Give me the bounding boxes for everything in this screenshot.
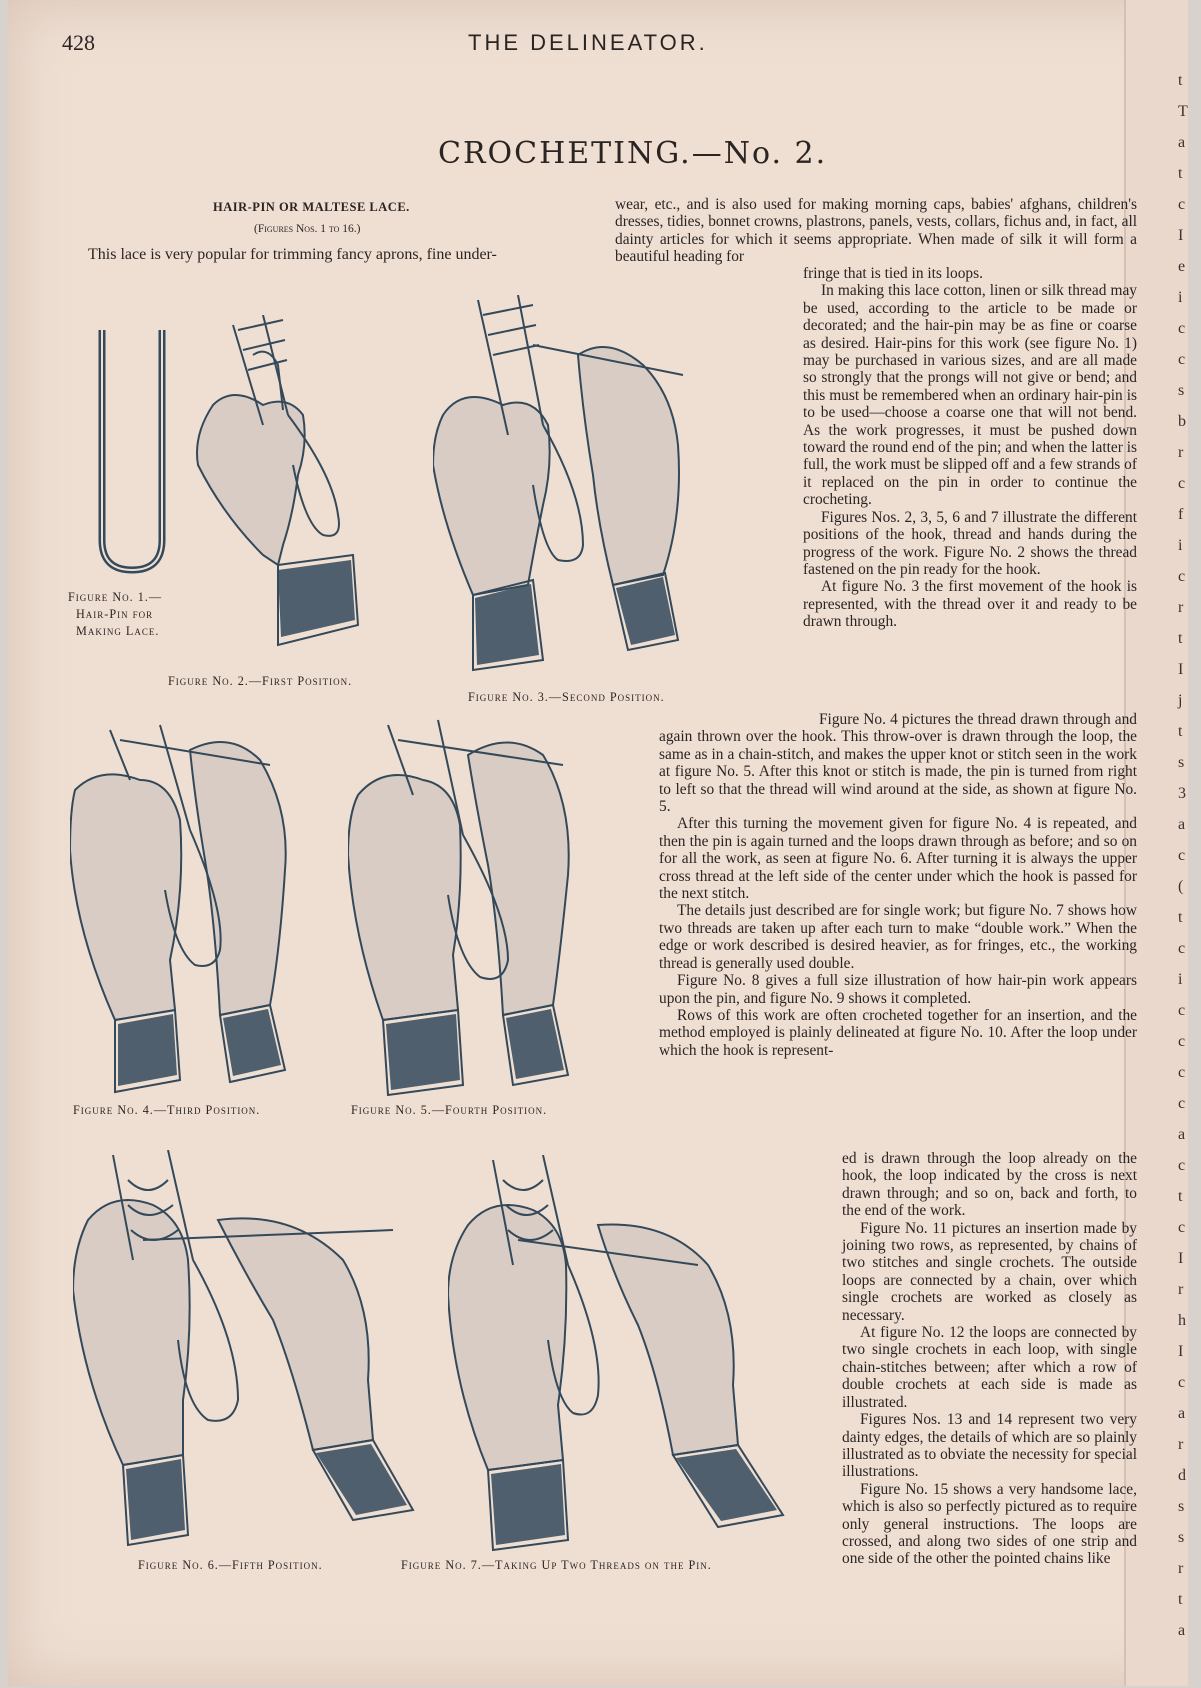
- figure-2-illustration: [193, 315, 393, 660]
- paragraph: Figure No. 8 gives a full size illustration of how hair-pin work appears upon the pin, and figure No. 9 shows it completed.: [659, 972, 1137, 1007]
- edge-letter: (: [1178, 878, 1184, 895]
- edge-letter: j: [1178, 692, 1183, 709]
- edge-letter: i: [1178, 289, 1183, 306]
- edge-letter: i: [1178, 537, 1183, 554]
- section-subheading: (Figures Nos. 1 to 16.): [254, 223, 361, 235]
- paragraph: At figure No. 3 the first movement of the hook is represented, with the thread over it and ready to be drawn through.: [803, 578, 1137, 631]
- paragraph: Rows of this work are often crocheted together for an insertion, and the method employed is plainly delineated at figure No. 10. After the loop under which the hook is represent-: [659, 1006, 1137, 1059]
- figure-1-caption-c: Making Lace.: [76, 624, 160, 638]
- section-heading: HAIR-PIN OR MALTESE LACE.: [213, 200, 410, 214]
- edge-letter: t: [1178, 723, 1183, 740]
- running-head: THE DELINEATOR.: [468, 30, 708, 55]
- edge-letter: I: [1178, 1343, 1184, 1360]
- edge-letter: t: [1178, 630, 1183, 647]
- edge-letter: c: [1178, 1033, 1186, 1050]
- edge-letter: c: [1178, 1219, 1186, 1236]
- edge-letter: c: [1178, 847, 1186, 864]
- figure-5-illustration: [348, 715, 608, 1100]
- edge-letter: t: [1178, 1188, 1183, 1205]
- edge-letter: 3: [1178, 785, 1186, 802]
- paragraph: At figure No. 12 the loops are connected by two single crochets in each loop, with single chain-stitches between; after which a row of double crochets at each side is made as illustrated.: [842, 1324, 1137, 1411]
- figure-2-caption: Figure No. 2.—First Position.: [168, 674, 353, 688]
- figure-6-caption: Figure No. 6.—Fifth Position.: [138, 1558, 323, 1572]
- figure-1-caption-a: Figure No. 1.—: [68, 590, 163, 604]
- edge-letter: I: [1178, 661, 1184, 678]
- text-block-wide: [659, 711, 1137, 1059]
- paragraph: Figures Nos. 2, 3, 5, 6 and 7 illustrate the different positions of the hook, thread and hands during the progress of the work. Figure No. 2 shows the thread fastened on the pin ready for the hook.: [803, 508, 1137, 578]
- edge-letter: t: [1178, 1591, 1183, 1608]
- edge-letter: I: [1178, 1250, 1184, 1267]
- edge-letter: c: [1178, 568, 1186, 585]
- paragraph: wear, etc., and is also used for making morning caps, babies' afghans, children's dresses, tidies, bonnet crowns, plastrons, panels, vests, collars, fichus and, in fact, all dainty articles for which it seems appropriate. When made of silk it will form a beautiful heading for: [615, 196, 1137, 266]
- edge-letter: d: [1178, 1467, 1186, 1484]
- edge-letter: t: [1178, 165, 1183, 182]
- edge-letter: T: [1178, 103, 1188, 120]
- edge-letter: a: [1178, 1405, 1186, 1422]
- page-number: 428: [62, 30, 95, 55]
- edge-letter: t: [1178, 72, 1183, 89]
- edge-letter: i: [1178, 971, 1183, 988]
- paragraph: In making this lace cotton, linen or silk thread may be used, according to the article to be made or decorated; and the hair-pin may be as fine or coarse as desired. Hair-pins for this work (see figure No. 1) may be purchased in various sizes, and are all made so strongly that the prongs will not give or bend; and this must be remembered when an ordinary hair-pin is to be used—choose a coarse one that will not bend. As the work progresses, it must be pushed down toward the round end of the pin; and when the latter is full, the work must be slipped off and a few strands of it replaced on the pin in order to continue the crocheting.: [803, 282, 1137, 509]
- edge-letter: I: [1178, 227, 1184, 244]
- edge-letter: b: [1178, 413, 1186, 430]
- paragraph: Figures Nos. 13 and 14 represent two very dainty edges, the details of which are so plainly illustrated as to obviate the necessity for special illustrations.: [842, 1411, 1137, 1481]
- text-block-narrow-1: [803, 265, 1137, 631]
- edge-letter: c: [1178, 475, 1186, 492]
- figure-5-caption: Figure No. 5.—Fourth Position.: [351, 1103, 548, 1117]
- figure-3-caption: Figure No. 3.—Second Position.: [468, 690, 665, 704]
- edge-letter: a: [1178, 816, 1186, 833]
- paragraph: ed is drawn through the loop already on the hook, the loop indicated by the cross is next drawn through; and so on, back and forth, to the end of the work.: [842, 1150, 1137, 1220]
- paragraph: fringe that is tied in its loops.: [803, 265, 983, 282]
- figure-1-hairpin: [88, 320, 178, 580]
- edge-letter: c: [1178, 320, 1186, 337]
- figure-4-illustration: [70, 720, 320, 1100]
- edge-letter: c: [1178, 1064, 1186, 1081]
- figure-7-caption: Figure No. 7.—Taking Up Two Threads on the Pin.: [401, 1558, 712, 1572]
- edge-letter: s: [1178, 1529, 1185, 1546]
- figure-7-illustration: [448, 1155, 818, 1555]
- edge-letter: c: [1178, 1002, 1186, 1019]
- paragraph: The details just described are for single work; but figure No. 7 shows how two threads are taken up after each turn to make “double work.” When the edge or work described is desired heavier, as for fringes, etc., the working thread is generally used double.: [659, 902, 1137, 972]
- intro-line: This lace is very popular for trimming fancy aprons, fine under-: [88, 246, 497, 263]
- figure-3-illustration: [433, 295, 743, 685]
- edge-letter: h: [1178, 1312, 1186, 1329]
- edge-letter: f: [1178, 506, 1184, 523]
- edge-letter: t: [1178, 909, 1183, 926]
- article-title: CROCHETING.—No. 2.: [438, 136, 828, 171]
- edge-letter: e: [1178, 258, 1186, 275]
- edge-letter: c: [1178, 351, 1186, 368]
- edge-letter: c: [1178, 1095, 1186, 1112]
- text-block-top: [615, 196, 1137, 266]
- paragraph: Figure No. 11 pictures an insertion made by joining two rows, as represented, by chains of two stitches and single crochets. The outside loops are connected by a chain, over which single crochets are worked as closely as necessary.: [842, 1219, 1137, 1324]
- edge-letter: r: [1178, 1436, 1184, 1453]
- paragraph: Figure No. 15 shows a very handsome lace, which is also so perfectly pictured as to require only general instructions. The loops are crossed, and along two sides of one strip and one side of the other the pointed chains like: [842, 1480, 1137, 1568]
- figure-6-illustration: [73, 1150, 443, 1550]
- figure-4-caption: Figure No. 4.—Third Position.: [73, 1103, 261, 1117]
- edge-letter: r: [1178, 1560, 1184, 1577]
- figure-1-caption-b: Hair-Pin for: [76, 607, 154, 621]
- edge-letter: r: [1178, 444, 1184, 461]
- edge-letter: s: [1178, 754, 1185, 771]
- edge-letter: a: [1178, 134, 1186, 151]
- edge-letter: c: [1178, 1374, 1186, 1391]
- edge-letter: r: [1178, 599, 1184, 616]
- edge-letter: a: [1178, 1622, 1186, 1639]
- paragraph: After this turning the movement given for figure No. 4 is repeated, and then the pin is again turned and the loops drawn through as before; and so on for all the work, as seen at figure No. 6. After turning it is always the upper cross thread at the left side of the center under which the hook is passed for the next stitch.: [659, 815, 1137, 903]
- edge-letter: c: [1178, 196, 1186, 213]
- paragraph: Figure No. 4 pictures the thread drawn through and again thrown over the hook. This throw-over is drawn through the loop, the same as in a chain-stitch, and makes the upper knot or stitch seen in the work at figure No. 5. After this knot or stitch is made, the pin is turned from right to left so that the thread will wind around at the side, as shown at figure No. 5.: [659, 711, 1137, 816]
- edge-letter: a: [1178, 1126, 1186, 1143]
- edge-letter: c: [1178, 940, 1186, 957]
- edge-letter: s: [1178, 382, 1185, 399]
- edge-letter: s: [1178, 1498, 1185, 1515]
- edge-letter: r: [1178, 1281, 1184, 1298]
- magazine-page: [8, 0, 1188, 1686]
- text-block-narrow-2: [842, 1150, 1137, 1568]
- edge-letter: c: [1178, 1157, 1186, 1174]
